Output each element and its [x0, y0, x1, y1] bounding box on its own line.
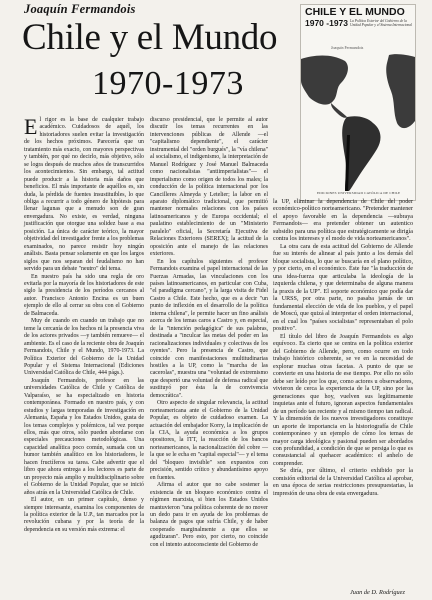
map-europe-africa	[386, 54, 415, 128]
map-north-america	[301, 56, 348, 105]
paragraph: la UP, eliminar la dependencia de Chile del poder económico-político norteamericano. "Pretender mantener el apoyo favorable en la dependencia —subraya Fermandois— era pretender obtener un autentico subsidio para una política que estratégicamente se dirigía contra los intereses y el modo de vida norteamericanos".	[273, 199, 413, 243]
paragraph: El autor, en un primer capítulo, denso y siempre interesante, examina los componentes de la política exterior de la U.P., tan marcados por la revolución cubana y por la teoría de la dependencia en su versión más extrema: el	[24, 497, 144, 533]
paragraph: discurso presidencial, que le permite al autor discutir los temas recurrentes en las intervenciones públicas de Allende —el "capitalismo dependiente", el carácter instrumental del "orden burgués", la "vía chilena" al socialismo, el indigenismo, la interpretación de Manuel Rodríguez y José Manuel Balmaceda como nacionalistas "antiimperialistas"— el imperialismo como origen de todos los males; la conducción de la política internacional por los Cancilleres Almeyda y Letelier; la labor en el aparato diplomático tradicional, que permitió mantener normales relaciones con los países latinoamericanos y de Europa occidental; el paulatino establecimiento de un "Ministerio paralelo" oficial, la Secretaría Ejecutiva de Relaciones Exteriores (SEREX); la actitud de la oposición ante el manejo de las relaciones exteriores.	[150, 117, 268, 258]
paragraph: En nuestro país ha sido una regla de oro evitarla por la mayoría de los historiadores de este siglo la presidencia de los períodos cercanos al autor. Francisco Antonio Encina es un buen ejemplo de ello al cerrar su obra con el Gobierno de Balmaceda.	[24, 273, 144, 317]
cover-title: CHILE Y EL MUNDO	[305, 6, 405, 18]
paragraph: En los capítulos siguientes el profesor Fermandois examina el papel internacional de las Fuerzas Armadas, las vinculaciones con los países latinoamericanos, en particular con Cuba, "el paradigma cercano", y la larga visita de Fidel Castro a Chile. Este hecho, que es a decir "un punto de inflexión en el desarrollo de la política interna chilena", le permite hacer un fino análisis acerca de los temas caros a Castro y, en especial, de la "intención pedagógica" de sus palabras, destinada a "inculcar las metas del poder en las racionalizaciones individuales y colectivas de los oyentes". Pero la presencia de Castro, que coincide con manifestaciones multitudinarias hostiles a la UP, como la "marcha de las cacerolas", muestra una "voluntad de extremismo que despertó una voluntad de defensa radical que sustituyó por ésta la de convivencia democrática".	[150, 258, 268, 399]
article-column-3	[273, 199, 413, 498]
paragraph: Muy de cuando en cuando un trabajo que no teme la cercanía de los hechos ni la presencia viva de los actores privados —y también remueve— el ambiente. Es el caso de la reciente obra de Joaquín Fermandois, Chile y el Mundo, 1970-1973. La Política Exterior del Gobierno de la Unidad Popular y el Sistema Internacional (Ediciones Universidad Católica de Chile, 444 págs.).	[24, 318, 144, 377]
cover-author: Joaquín Fermandois	[331, 45, 364, 50]
reviewer-signature: Juan de D. Rodríguez	[350, 589, 405, 596]
paragraph: Otro aspecto de singular relevancia, la actitud norteamericana ante el Gobierno de la Unidad Popular, es objeto de cuidadoso examen. La actuación del embajador Korry, la implicación de la CIA, la ayuda económica a los grupos opositores, la ITT, la reacción de los bancos norteamericanos, la nacionalización del cobre —la que se le echa en "capital especial"— y el tema del "bloqueo invisible" son expuestos con precisión, sentido crítico y abundantísimo apoyo en fuentes.	[150, 400, 268, 481]
cover-years: 1970 -1973	[305, 18, 349, 28]
paragraph: Afirma el autor que no cabe sostener la existencia de un bloqueo económico contra el régimen marxista, si bien los Estados Unidos mantuvieron "una política coherente de no mover un dedo para ir en ayuda de los problemas de balanza de pagos que sufría Chile, y de haber cooperado marginalmente a que ellos se agudizaran". Pero esto, por cierto, no coincide con el intento autoconsciente del Gobierno de	[150, 482, 268, 548]
page-title: Chile y el Mundo	[22, 17, 278, 58]
cover-caption: EDICIONES UNIVERSIDAD CATÓLICA DE CHILE	[317, 191, 401, 195]
paragraph: Joaquín Fermandois, profesor en las universidades Católica de Chile y Católica de Valparaíso, se ha especializado en historia contemporánea. Formado en nuestro país, y con estudios y largas temporadas de investigación en Alemania, España y los Estados Unidos, gusta de los temas complejos y polémicos, tal vez porque ellos, más que otros, sólo pueden abordarse con especiales precauciones metodológicas. Una capacidad analítica poco común, sumada con un humor también analítico en los historiadores, le hacen fructíferos su tarea. Cabe advertir que el libro que ahora entrega a los lectores es parte de un proyecto más amplio y multidisciplinario sobre el Gobierno de la Unidad Popular, que se inició años atrás en la Universidad Católica de Chile.	[24, 377, 144, 496]
drop-cap: E	[24, 114, 38, 139]
cover-subtitle: La Política Exterior del Gobierno de la Unidad Popular y el Sistema Internacional	[350, 19, 412, 28]
map-central-america	[331, 103, 347, 118]
book-cover	[300, 4, 416, 201]
article-column-2	[150, 117, 268, 549]
paragraph: Se diría, por último, el criterio exhibido por la comisión editorial de la Universidad Católica al aprobar, en una época de serias restricciones presupuestarias, la impresión de una obra de esta envergadura.	[273, 468, 413, 497]
paragraph: La otra cara de esta actitud del Gobierno de Allende fue su interés de alinear al país junto a los demás del bloque socialista, lo que se buscaría en el plano político, y por cierto, en el económico. Éste fue "la traducción de una idea-fuerza que articulaba la ideología de la izquierda chilena, y que determinaba de alguna manera la praxis de la UP". El soporte económico que podía dar la URSS, por otra parte, no pasaba jamás de un fundamental elección de vida de los pueblos, y el papel de Moscú, que quizá al interpretar el orden internacional, en el cual los "países socialistas" representaban el polo positivo".	[273, 243, 413, 333]
article-column-1	[24, 114, 144, 534]
paragraph: El rigor es la base de cualquier trabajo académico. Cuidadosos de aquél, los historiadores suelen evitar la investigación de los hechos próximos. Parecería que un tratamiento más exacto, con mayores perspectivas y también, por qué no decirlo, más objetivo, sólo se logra después de muchos años de transcurridos los acontecimientos. Sin embargo, tal actitud puede producir a la historia más daños que beneficios. El más importante de aquéllos es, sin duda, la pérdida de fuentes insustituibles, lo que obliga a recurrir a todo género de hipótesis para llenar lagunas que a menudo son de gran envergadura. No existe, es verdad, ninguna justificación que otorgue una solidez base a esa posición. La única de carácter teórico, la mayor objetividad del investigador frente a los problemas examinados, no parece resistir hoy ningún análisis. Basta pensar solamente en que los largos siglos que nos separan del feudalismo no han servido para un debate "neutro" del tema.	[24, 114, 144, 273]
cover-world-map	[301, 51, 415, 191]
paragraph: El título del libro de Joaquín Fermandois es algo equívoco. Es cierto que se centra en la política exterior del Gobierno de Allende, pero, como ocurre en todo trabajo histórico coherente, se ve en la necesidad de explorar muchas otras facetas. A punto de que se convierte en una historia de ese tiempo. Por ello no sólo debe ser leído por los que, como actores u observadores, vivieron de cerca la experiencia de la UP, sino por las generaciones que hoy, vuelven sus legítimamente inquietas ante el futuro, ignoran aspectos fundamentales de un período tan reciente y al mismo tiempo tan radical. Y la dimensión de los nuevos investigadores constituye un aporte de importancia en la historiografía de Chile contemporáneo y un ejemplo de cómo los temas de mayor carga ideológica y pasional pueden ser abordados con profundidad, a condición de que se persiga lo que es consustancial al quehacer académico: el anhelo de comprender.	[273, 333, 413, 467]
author-name: Joaquín Fermandois	[24, 2, 136, 16]
title-years: 1970-1973	[92, 65, 244, 102]
